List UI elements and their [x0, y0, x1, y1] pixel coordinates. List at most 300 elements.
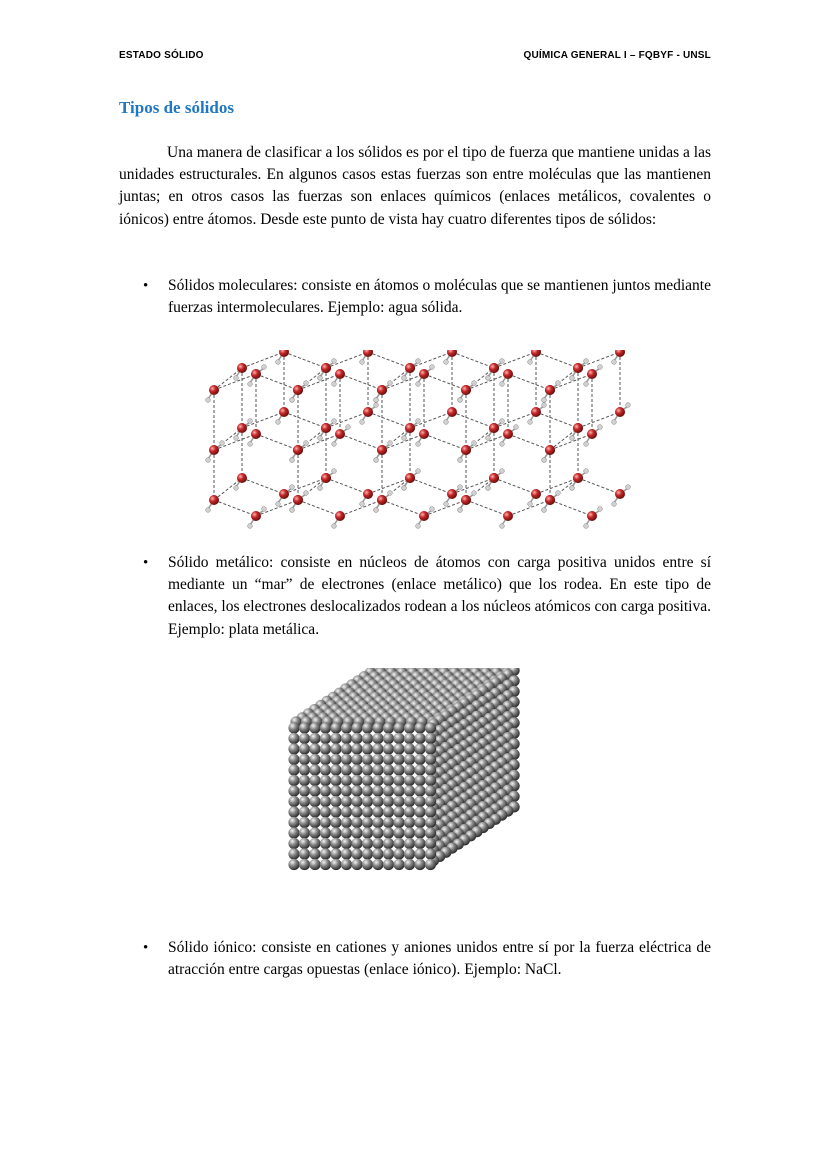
metal-atom — [309, 796, 320, 807]
metal-atom — [383, 764, 394, 775]
section-title: Tipos de sólidos — [119, 98, 234, 117]
hydrogen-atom — [612, 502, 617, 507]
hydrogen-atom — [472, 491, 477, 496]
hydrogen-atom — [248, 419, 253, 424]
metal-atom — [288, 817, 299, 828]
metal-atom — [288, 806, 299, 817]
metal-atom — [288, 848, 299, 859]
metal-atom — [351, 817, 362, 828]
oxygen-atom — [293, 385, 303, 395]
oxygen-atom — [209, 385, 219, 395]
oxygen-atom — [321, 363, 331, 373]
metal-atom — [362, 838, 373, 849]
metal-atom — [393, 785, 404, 796]
metal-atom — [425, 775, 436, 786]
hydrogen-bond-line — [242, 478, 284, 494]
hydrogen-atom — [234, 436, 239, 441]
metal-atom — [288, 775, 299, 786]
hydrogen-atom — [290, 485, 295, 490]
metal-atom — [362, 764, 373, 775]
hydrogen-bond-line — [326, 478, 368, 494]
metal-atom — [341, 817, 352, 828]
hydrogen-atom — [346, 425, 351, 430]
metal-atom — [425, 827, 436, 838]
metal-atom — [320, 827, 331, 838]
metal-atom — [309, 785, 320, 796]
metal-atom — [425, 754, 436, 765]
metal-atom — [351, 743, 362, 754]
hydrogen-bond-line — [410, 478, 452, 494]
hydrogen-atom — [416, 524, 421, 529]
metal-atom — [383, 817, 394, 828]
hydrogen-bond-line — [214, 500, 256, 516]
metal-atom — [330, 722, 341, 733]
hydrogen-bond-line — [452, 412, 494, 428]
metal-atom — [383, 722, 394, 733]
metal-atom — [309, 775, 320, 786]
metal-atom — [330, 796, 341, 807]
oxygen-atom — [237, 423, 247, 433]
oxygen-atom — [545, 385, 555, 395]
oxygen-atom — [615, 489, 625, 499]
metal-atom — [299, 838, 310, 849]
oxygen-atom — [447, 407, 457, 417]
metal-atom — [393, 806, 404, 817]
hydrogen-atom — [416, 359, 421, 364]
metal-atom — [425, 743, 436, 754]
hydrogen-atom — [626, 403, 631, 408]
oxygen-atom — [419, 511, 429, 521]
metal-atom — [414, 806, 425, 817]
metal-atom — [383, 743, 394, 754]
hydrogen-atom — [542, 398, 547, 403]
metal-atom — [299, 796, 310, 807]
hydrogen-atom — [416, 382, 421, 387]
bullet-ionic-solid — [119, 937, 711, 981]
hydrogen-atom — [500, 359, 505, 364]
hydrogen-bond-line — [340, 434, 382, 450]
metal-atom — [351, 827, 362, 838]
metal-atom — [330, 848, 341, 859]
hydrogen-atom — [500, 469, 505, 474]
oxygen-atom — [363, 489, 373, 499]
metal-atom — [393, 722, 404, 733]
hydrogen-bond-line — [508, 434, 550, 450]
metal-atom — [425, 764, 436, 775]
hydrogen-atom — [402, 376, 407, 381]
metal-atom — [404, 859, 415, 870]
metal-atom — [320, 722, 331, 733]
hydrogen-atom — [598, 365, 603, 370]
metal-atom — [362, 848, 373, 859]
metal-atom — [362, 743, 373, 754]
hydrogen-atom — [304, 441, 309, 446]
metal-atom — [425, 722, 436, 733]
hydrogen-atom — [598, 507, 603, 512]
oxygen-atom — [377, 445, 387, 455]
metal-atom — [341, 848, 352, 859]
hydrogen-atom — [318, 376, 323, 381]
metal-atom — [404, 764, 415, 775]
metal-atom — [341, 775, 352, 786]
oxygen-atom — [335, 429, 345, 439]
hydrogen-atom — [528, 502, 533, 507]
metal-atom — [362, 754, 373, 765]
metal-atom — [383, 733, 394, 744]
metal-atom — [414, 775, 425, 786]
hydrogen-atom — [556, 381, 561, 386]
metal-atom — [372, 754, 383, 765]
metal-atom — [393, 796, 404, 807]
bullet-marker: • — [143, 940, 149, 956]
metal-atom — [362, 775, 373, 786]
header-left: ESTADO SÓLIDO — [119, 50, 204, 61]
hydrogen-atom — [416, 442, 421, 447]
metal-atom — [341, 796, 352, 807]
hydrogen-atom — [598, 425, 603, 430]
metal-atom — [414, 785, 425, 796]
metal-atom — [372, 733, 383, 744]
hydrogen-atom — [486, 376, 491, 381]
oxygen-atom — [405, 473, 415, 483]
metal-atom — [362, 722, 373, 733]
metal-atom — [372, 827, 383, 838]
metal-atom — [362, 806, 373, 817]
metal-atom — [393, 859, 404, 870]
metal-atom — [299, 848, 310, 859]
oxygen-atom — [251, 369, 261, 379]
hydrogen-atom — [430, 507, 435, 512]
metal-atom — [383, 785, 394, 796]
metal-atom — [288, 785, 299, 796]
hydrogen-atom — [262, 507, 267, 512]
metal-atom — [372, 848, 383, 859]
running-header — [119, 50, 711, 61]
hydrogen-atom — [318, 436, 323, 441]
header-right: QUÍMICA GENERAL I – FQBYF - UNSL — [523, 50, 711, 61]
hydrogen-bond-line — [508, 374, 550, 390]
metal-atom — [404, 838, 415, 849]
metal-atom — [341, 733, 352, 744]
metal-atom — [341, 785, 352, 796]
hydrogen-bond-line — [298, 500, 340, 516]
hydrogen-bond-line — [340, 374, 382, 390]
oxygen-atom — [293, 495, 303, 505]
hydrogen-atom — [248, 442, 253, 447]
oxygen-atom — [279, 407, 289, 417]
hydrogen-atom — [318, 486, 323, 491]
metal-atom — [288, 733, 299, 744]
oxygen-atom — [377, 495, 387, 505]
metal-atom — [393, 764, 404, 775]
hydrogen-atom — [472, 381, 477, 386]
metal-atom — [299, 785, 310, 796]
metal-atom — [320, 733, 331, 744]
metal-atom — [330, 775, 341, 786]
hydrogen-atom — [570, 486, 575, 491]
metal-atom — [383, 775, 394, 786]
oxygen-atom — [405, 363, 415, 373]
hydrogen-bond-line — [368, 412, 410, 428]
hydrogen-atom — [388, 491, 393, 496]
metal-atom — [341, 764, 352, 775]
metal-atom — [330, 733, 341, 744]
metal-atom — [320, 754, 331, 765]
oxygen-atom — [531, 407, 541, 417]
metal-atom — [320, 743, 331, 754]
metal-atom — [309, 733, 320, 744]
hydrogen-atom — [234, 376, 239, 381]
hydrogen-atom — [542, 508, 547, 513]
hydrogen-atom — [430, 365, 435, 370]
metal-atom — [330, 785, 341, 796]
metal-atom — [393, 733, 404, 744]
metal-atom — [299, 775, 310, 786]
metal-atom — [393, 743, 404, 754]
metal-atom — [372, 775, 383, 786]
metal-atom — [425, 817, 436, 828]
metal-atom — [288, 743, 299, 754]
metal-atom — [362, 733, 373, 744]
metal-atom — [309, 859, 320, 870]
oxygen-atom — [461, 495, 471, 505]
metal-atom — [320, 848, 331, 859]
metal-atom — [341, 743, 352, 754]
hydrogen-bond-line — [550, 500, 592, 516]
hydrogen-bond-line — [368, 352, 410, 368]
metal-atom — [414, 817, 425, 828]
metal-atom — [404, 848, 415, 859]
metal-atom — [425, 838, 436, 849]
oxygen-atom — [461, 385, 471, 395]
hydrogen-atom — [584, 442, 589, 447]
oxygen-atom — [573, 423, 583, 433]
metal-atom — [404, 817, 415, 828]
metal-atom — [299, 754, 310, 765]
metal-atom — [330, 859, 341, 870]
metal-atom — [414, 838, 425, 849]
metal-atom — [414, 859, 425, 870]
metal-atom — [309, 827, 320, 838]
hydrogen-atom — [570, 376, 575, 381]
oxygen-atom — [321, 473, 331, 483]
metal-atom — [351, 848, 362, 859]
metal-atom — [425, 848, 436, 859]
hydrogen-atom — [458, 508, 463, 513]
metal-atom — [414, 733, 425, 744]
metal-atom — [330, 827, 341, 838]
metal-atom — [393, 838, 404, 849]
hydrogen-atom — [514, 425, 519, 430]
ice-lattice-image — [200, 350, 632, 538]
oxygen-atom — [363, 407, 373, 417]
metal-atom — [362, 859, 373, 870]
hydrogen-atom — [276, 420, 281, 425]
oxygen-atom — [545, 445, 555, 455]
hydrogen-bond-line — [256, 374, 298, 390]
oxygen-atom — [573, 473, 583, 483]
hydrogen-atom — [374, 403, 379, 408]
metal-atom — [372, 817, 383, 828]
metal-atom — [309, 754, 320, 765]
metal-atom — [299, 764, 310, 775]
hydrogen-bond-line — [424, 374, 466, 390]
metal-atom — [299, 827, 310, 838]
metal-atom — [320, 775, 331, 786]
metal-atom — [383, 827, 394, 838]
metal-atom — [404, 775, 415, 786]
hydrogen-atom — [542, 403, 547, 408]
metal-atom — [288, 764, 299, 775]
metal-atom — [341, 722, 352, 733]
hydrogen-atom — [360, 502, 365, 507]
metal-atom — [372, 859, 383, 870]
oxygen-atom — [503, 429, 513, 439]
metal-atom — [414, 764, 425, 775]
metal-atom — [320, 796, 331, 807]
hydrogen-atom — [304, 381, 309, 386]
hydrogen-atom — [290, 398, 295, 403]
metal-atom — [299, 806, 310, 817]
metal-atom — [362, 827, 373, 838]
metal-atom — [351, 733, 362, 744]
metal-atom — [299, 859, 310, 870]
hydrogen-atom — [388, 381, 393, 386]
metal-atom — [425, 806, 436, 817]
metal-atom — [320, 838, 331, 849]
hydrogen-atom — [444, 502, 449, 507]
oxygen-atom — [489, 423, 499, 433]
metal-atom — [330, 806, 341, 817]
oxygen-atom — [251, 429, 261, 439]
oxygen-atom — [335, 369, 345, 379]
oxygen-atom — [587, 369, 597, 379]
hydrogen-atom — [458, 485, 463, 490]
oxygen-atom — [321, 423, 331, 433]
bullet-text: Sólido iónico: consiste en cationes y aniones unidos entre sí por la fuerza eléctrica de atracción entre cargas opuestas (enlace iónico). Ejemplo: NaCl. — [168, 939, 711, 979]
hydrogen-atom — [444, 420, 449, 425]
oxygen-atom — [419, 369, 429, 379]
oxygen-atom — [447, 489, 457, 499]
metal-cube-image — [278, 668, 550, 926]
metal-atom — [393, 775, 404, 786]
hydrogen-atom — [332, 359, 337, 364]
hydrogen-atom — [388, 441, 393, 446]
metal-atom — [404, 754, 415, 765]
hydrogen-atom — [458, 458, 463, 463]
metal-atom — [362, 796, 373, 807]
hydrogen-atom — [206, 458, 211, 463]
metal-atom — [414, 722, 425, 733]
metal-atom — [351, 859, 362, 870]
metal-atom — [299, 817, 310, 828]
hydrogen-atom — [248, 382, 253, 387]
hydrogen-atom — [262, 365, 267, 370]
metal-atom — [299, 733, 310, 744]
hydrogen-atom — [220, 441, 225, 446]
bullet-text: Sólidos moleculares: consiste en átomos o moléculas que se mantienen juntos mediante fuerzas intermoleculares. Ejemplo: agua sólida. — [168, 277, 711, 317]
metal-atom — [330, 754, 341, 765]
metal-atom — [351, 806, 362, 817]
hydrogen-atom — [472, 441, 477, 446]
hydrogen-bond-line — [284, 352, 326, 368]
bullet-text: Sólido metálico: consiste en núcleos de átomos con carga positiva unidos entre sí mediante un “mar” de electrones (enlace metálico) que los rodea. En este tipo de enlaces, los electrones deslocalizados rodean a los núcleos atómicos con carga positiva. Ejemplo: plata metálica. — [168, 554, 711, 638]
metal-atom — [404, 733, 415, 744]
hydrogen-atom — [416, 419, 421, 424]
metal-atom — [351, 754, 362, 765]
metal-atom — [320, 817, 331, 828]
hydrogen-atom — [276, 360, 281, 365]
hydrogen-atom — [584, 469, 589, 474]
metal-atom — [330, 817, 341, 828]
hydrogen-bond-line — [382, 500, 424, 516]
hydrogen-bond-line — [578, 478, 620, 494]
hydrogen-atom — [458, 398, 463, 403]
metal-atom — [393, 848, 404, 859]
hydrogen-atom — [416, 469, 421, 474]
hydrogen-bond-line — [424, 434, 466, 450]
metal-atom — [341, 838, 352, 849]
oxygen-atom — [503, 369, 513, 379]
metal-atom — [404, 827, 415, 838]
hydrogen-atom — [402, 486, 407, 491]
metal-atom — [372, 743, 383, 754]
metal-atom — [351, 775, 362, 786]
oxygen-atom — [377, 385, 387, 395]
hydrogen-atom — [528, 420, 533, 425]
hydrogen-atom — [290, 458, 295, 463]
metal-atom — [393, 827, 404, 838]
hydrogen-atom — [332, 469, 337, 474]
metal-atom — [320, 764, 331, 775]
metal-atom — [288, 827, 299, 838]
hydrogen-atom — [570, 436, 575, 441]
metal-atom — [425, 733, 436, 744]
hydrogen-atom — [612, 420, 617, 425]
metal-atom — [341, 827, 352, 838]
metal-atom — [309, 743, 320, 754]
hydrogen-atom — [304, 491, 309, 496]
hydrogen-atom — [612, 360, 617, 365]
metal-atom — [341, 754, 352, 765]
metal-atom — [341, 806, 352, 817]
oxygen-atom — [545, 495, 555, 505]
hydrogen-atom — [584, 359, 589, 364]
oxygen-atom — [503, 511, 513, 521]
hydrogen-atom — [206, 508, 211, 513]
metal-atom — [383, 754, 394, 765]
metal-atom — [414, 754, 425, 765]
metal-atom — [383, 806, 394, 817]
oxygen-atom — [293, 445, 303, 455]
hydrogen-atom — [500, 419, 505, 424]
hydrogen-atom — [542, 458, 547, 463]
metal-atom — [320, 806, 331, 817]
metal-atom — [288, 859, 299, 870]
hydrogen-atom — [486, 436, 491, 441]
hydrogen-bond-line — [494, 478, 536, 494]
oxygen-atom — [573, 363, 583, 373]
metal-atom — [404, 785, 415, 796]
metal-atom — [404, 743, 415, 754]
metal-atom — [309, 806, 320, 817]
metal-atom — [372, 764, 383, 775]
hydrogen-atom — [234, 486, 239, 491]
hydrogen-atom — [248, 524, 253, 529]
metal-atom — [362, 817, 373, 828]
metal-atom — [383, 859, 394, 870]
oxygen-atom — [419, 429, 429, 439]
